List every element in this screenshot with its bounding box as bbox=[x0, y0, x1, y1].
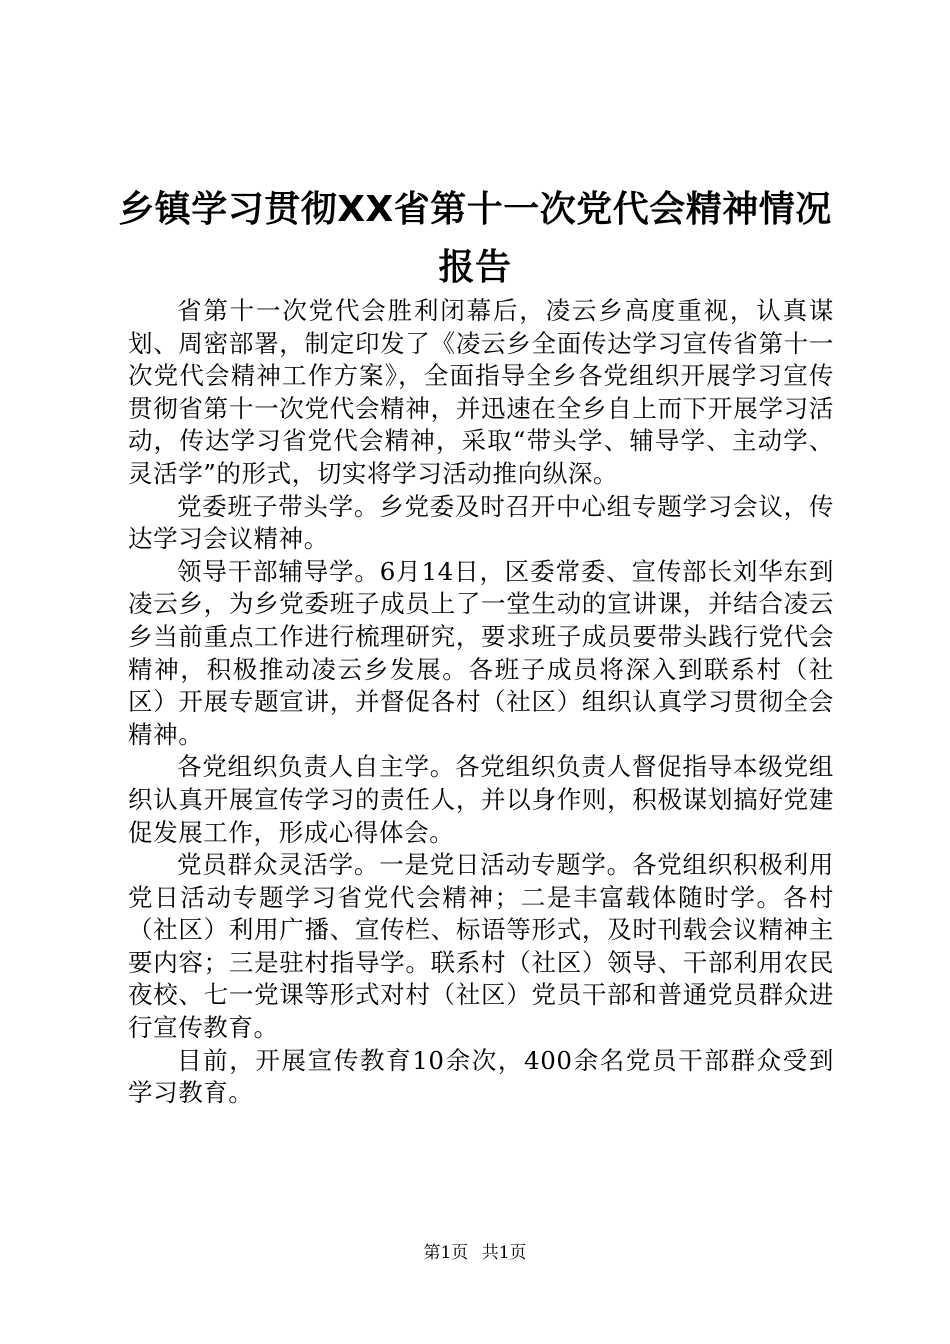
paragraph-intro: 省第十一次党代会胜利闭幕后，凌云乡高度重视，认真谋划、周密部署，制定印发了《凌云乡全面传达学习宣传省第十一次党代会精神工作方案》，全面指导全乡各党组织开展学习宣传贯彻省第十一次党代会精神，并迅速在全乡自上而下开展学习活动，传达学习省党代会精神，采取“带头学、辅导学、主动学、灵活学”的形式，切实将学习活动推向纵深。 bbox=[128, 296, 834, 488]
paragraph-flexible-study: 党员群众灵活学。一是党日活动专题学。各党组织积极利用党日活动专题学习省党代会精神；二是丰富载体随时学。各村（社区）利用广播、宣传栏、标语等形式，及时刊载会议精神主要内容；三是驻村指导学。联系村（社区）领导、干部利用农民夜校、七一党课等形式对村（社区）党员干部和普通党员群众进行宣传教育。 bbox=[128, 850, 834, 1043]
paragraph-summary: 目前，开展宣传教育10余次，400余名党员干部群众受到学习教育。 bbox=[128, 1045, 834, 1108]
document-title-line-2: 报告 bbox=[438, 247, 512, 288]
page-number-total: 共1页 bbox=[481, 1243, 527, 1263]
document-body bbox=[128, 295, 834, 1110]
paragraph-leader-guidance: 领导干部辅导学。6月14日，区委常委、宣传部长刘华东到凌云乡，为乡党委班子成员上了一堂生动的宣讲课，并结合凌云乡当前重点工作进行梳理研究，要求班子成员要带头践行党代会精神，积极推动凌云乡发展。各班子成员将深入到联系村（社区）开展专题宣讲，并督促各村（社区）组织认真学习贯彻全会精神。 bbox=[128, 556, 834, 749]
document-title-line-1: 乡镇学习贯彻XX省第十一次党代会精神情况 bbox=[118, 189, 832, 230]
paragraph-self-study: 各党组织负责人自主学。各党组织负责人督促指导本级党组织认真开展宣传学习的责任人，并以身作则，积极谋划搞好党建促发展工作，形成心得体会。 bbox=[128, 752, 834, 847]
paragraph-committee-study: 党委班子带头学。乡党委及时召开中心组专题学习会议，传达学习会议精神。 bbox=[128, 491, 834, 554]
page-number-current: 第1页 bbox=[423, 1243, 469, 1263]
page-footer bbox=[0, 1242, 950, 1264]
